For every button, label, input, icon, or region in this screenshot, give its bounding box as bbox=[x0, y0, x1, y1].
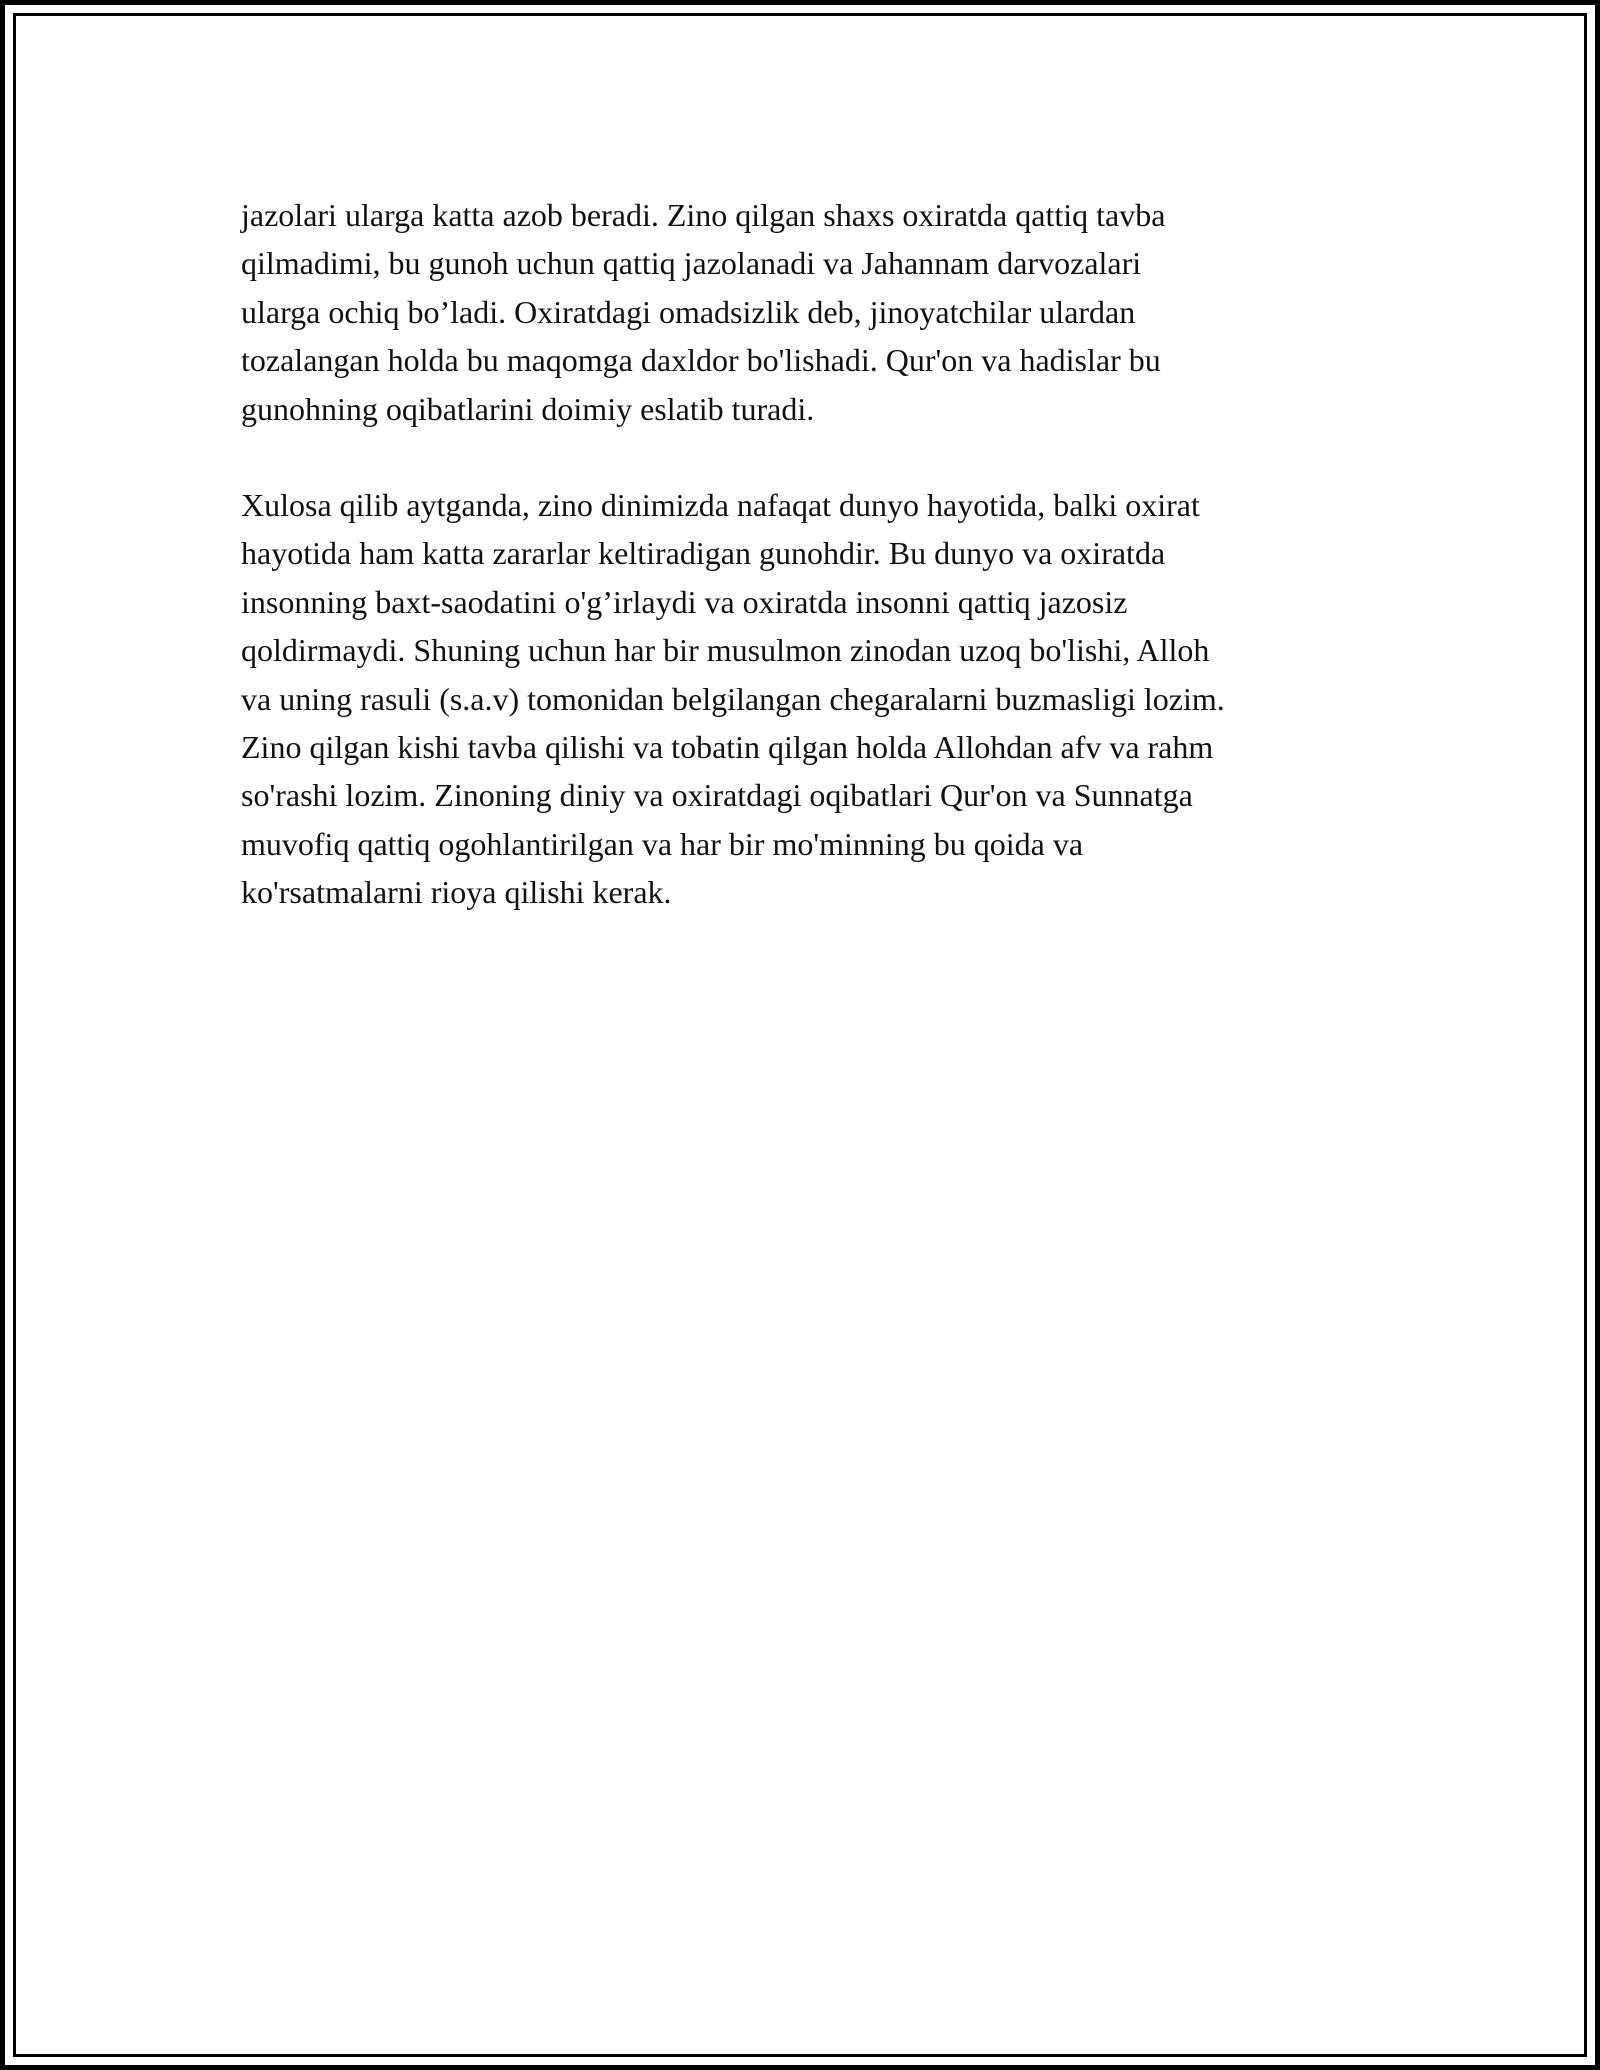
text-line: qilmadimi, bu gunoh uchun qattiq jazolanadi va Jahannam darvozalari bbox=[241, 245, 1142, 282]
text-line: gunohning oqibatlarini doimiy eslatib turadi. bbox=[241, 390, 815, 427]
text-line: so'rashi lozim. Zinoning diniy va oxiratdagi oqibatlari Qur'on va Sunnatga bbox=[241, 777, 1193, 814]
text-line: va uning rasuli (s.a.v) tomonidan belgilangan chegaralarni buzmasligi lozim. bbox=[241, 680, 1225, 717]
text-line: hayotida ham katta zararlar keltiradigan gunohdir. Bu dunyo va oxiratda bbox=[241, 535, 1166, 572]
text-line: ularga ochiq bo’ladi. Oxiratdagi omadsizlik deb, jinoyatchilar ulardan bbox=[241, 293, 1136, 330]
text-line: muvofiq qattiq ogohlantirilgan va har bir mo'minning bu qoida va bbox=[241, 825, 1084, 862]
document-body bbox=[241, 191, 1381, 965]
text-line: Zino qilgan kishi tavba qilishi va tobatin qilgan holda Allohdan afv va rahm bbox=[241, 729, 1214, 766]
text-line: Xulosa qilib aytganda, zino dinimizda nafaqat dunyo hayotida, balki oxirat bbox=[241, 487, 1200, 524]
text-line: insonning baxt-saodatini o'g’irlaydi va oxiratda insonni qattiq jazosiz bbox=[241, 583, 1128, 620]
paragraph-2 bbox=[241, 481, 1381, 917]
text-line: tozalangan holda bu maqomga daxldor bo'lishadi. Qur'on va hadislar bu bbox=[241, 342, 1161, 379]
text-line: jazolari ularga katta azob beradi. Zino qilgan shaxs oxiratda qattiq tavba bbox=[241, 197, 1166, 233]
text-line: qoldirmaydi. Shuning uchun har bir musulmon zinodan uzoq bo'lishi, Alloh bbox=[241, 632, 1210, 669]
text-line: ko'rsatmalarni rioya qilishi kerak. bbox=[241, 874, 672, 911]
paragraph-1 bbox=[241, 191, 1381, 433]
